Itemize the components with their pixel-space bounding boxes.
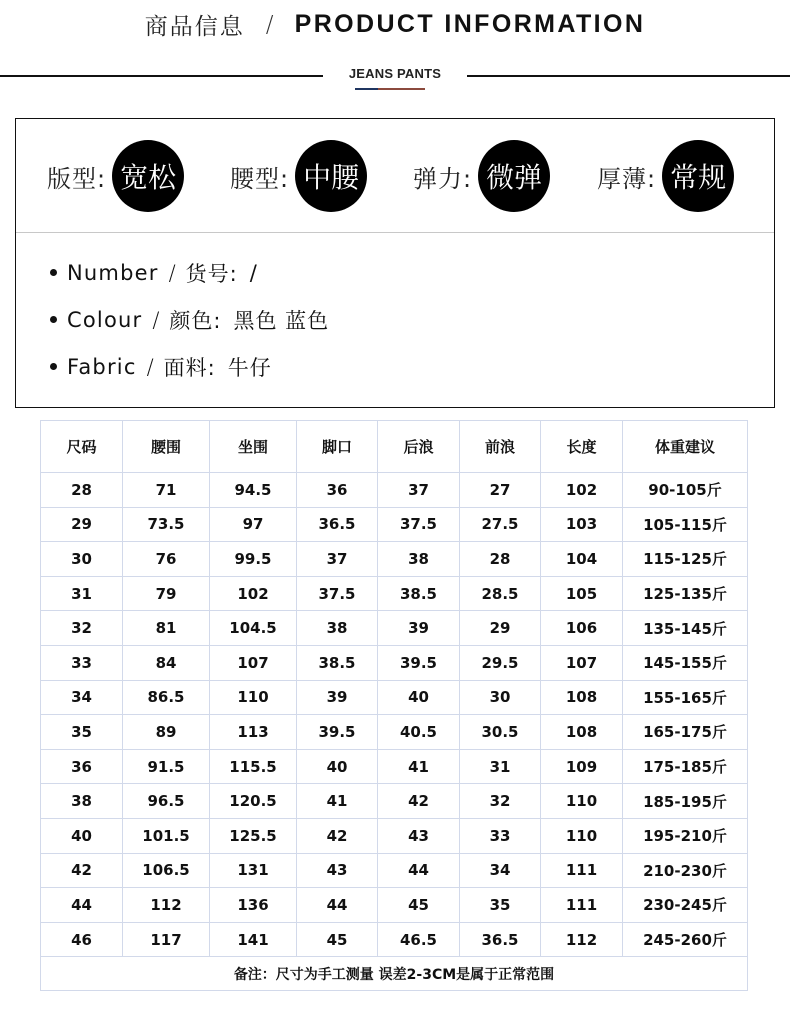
table-cell: 42 xyxy=(378,784,460,819)
table-cell: 230-245斤 xyxy=(623,888,748,923)
table-cell: 36.5 xyxy=(460,922,541,957)
table-header-row xyxy=(41,421,748,473)
table-cell: 115.5 xyxy=(210,749,297,784)
table-cell: 40 xyxy=(378,680,460,715)
table-cell: 111 xyxy=(541,853,623,888)
column-header: 坐围 xyxy=(210,421,297,473)
column-header: 尺码 xyxy=(41,421,123,473)
accent-bar-blue xyxy=(355,88,378,90)
table-cell: 106 xyxy=(541,611,623,646)
table-cell: 44 xyxy=(297,888,378,923)
table-row xyxy=(41,715,748,750)
table-note: 备注：尺寸为手工测量 误差2-3CM是属于正常范围 xyxy=(41,957,748,991)
table-cell: 39 xyxy=(297,680,378,715)
table-cell: 108 xyxy=(541,715,623,750)
table-cell: 45 xyxy=(378,888,460,923)
table-row xyxy=(41,507,748,542)
table-cell: 104.5 xyxy=(210,611,297,646)
table-cell: 104 xyxy=(541,542,623,577)
table-cell: 29 xyxy=(460,611,541,646)
table-cell: 31 xyxy=(460,749,541,784)
table-cell: 27.5 xyxy=(460,507,541,542)
table-cell: 42 xyxy=(297,818,378,853)
column-header: 体重建议 xyxy=(623,421,748,473)
table-cell: 34 xyxy=(460,853,541,888)
spec-slash: / xyxy=(152,307,160,332)
table-cell: 36 xyxy=(41,749,123,784)
column-header: 脚口 xyxy=(297,421,378,473)
table-cell: 37 xyxy=(297,542,378,577)
accent-bar xyxy=(355,88,425,90)
subtitle-row xyxy=(0,64,790,94)
table-cell: 102 xyxy=(210,576,297,611)
table-cell: 94.5 xyxy=(210,473,297,508)
table-cell: 115-125斤 xyxy=(623,542,748,577)
bullet-icon xyxy=(50,269,57,276)
table-cell: 86.5 xyxy=(123,680,210,715)
table-cell: 44 xyxy=(378,853,460,888)
table-cell: 28 xyxy=(41,473,123,508)
table-cell: 175-185斤 xyxy=(623,749,748,784)
table-cell: 125.5 xyxy=(210,818,297,853)
table-cell: 89 xyxy=(123,715,210,750)
attribute-waist xyxy=(230,140,367,212)
table-cell: 29.5 xyxy=(460,645,541,680)
bullet-icon xyxy=(50,363,57,370)
column-header: 长度 xyxy=(541,421,623,473)
table-cell: 45 xyxy=(297,922,378,957)
table-cell: 31 xyxy=(41,576,123,611)
table-cell: 71 xyxy=(123,473,210,508)
table-cell: 43 xyxy=(297,853,378,888)
spec-label-cn: 颜色: xyxy=(169,308,222,333)
table-cell: 42 xyxy=(41,853,123,888)
spec-label-en: Fabric xyxy=(67,354,137,379)
table-cell: 38 xyxy=(41,784,123,819)
table-row xyxy=(41,853,748,888)
table-cell: 33 xyxy=(41,645,123,680)
spec-value: 牛仔 xyxy=(227,355,272,380)
spec-item-fabric xyxy=(50,343,329,390)
title-chinese: 商品信息 xyxy=(144,14,245,40)
table-cell: 103 xyxy=(541,507,623,542)
attribute-label: 版型: xyxy=(47,164,107,193)
table-cell: 91.5 xyxy=(123,749,210,784)
spec-item-colour xyxy=(50,296,329,343)
table-cell: 41 xyxy=(378,749,460,784)
table-cell: 28 xyxy=(460,542,541,577)
table-cell: 29 xyxy=(41,507,123,542)
table-cell: 37.5 xyxy=(297,576,378,611)
spec-item-number xyxy=(50,249,329,296)
column-header: 后浪 xyxy=(378,421,460,473)
table-cell: 107 xyxy=(541,645,623,680)
table-cell: 76 xyxy=(123,542,210,577)
table-cell: 110 xyxy=(541,818,623,853)
attribute-row xyxy=(16,119,774,232)
spec-label-cn: 面料: xyxy=(163,355,216,380)
table-row xyxy=(41,818,748,853)
table-cell: 113 xyxy=(210,715,297,750)
subtitle: JEANS PANTS xyxy=(348,66,442,81)
table-cell: 38.5 xyxy=(378,576,460,611)
table-cell: 43 xyxy=(378,818,460,853)
title-english: PRODUCT INFORMATION xyxy=(294,10,646,38)
table-cell: 84 xyxy=(123,645,210,680)
table-cell: 136 xyxy=(210,888,297,923)
spec-slash: / xyxy=(146,354,154,379)
attribute-label: 弹力: xyxy=(413,164,473,193)
table-cell: 120.5 xyxy=(210,784,297,819)
table-note-row xyxy=(41,957,748,991)
attribute-label: 厚薄: xyxy=(597,164,657,193)
table-cell: 109 xyxy=(541,749,623,784)
attribute-value-badge: 宽松 xyxy=(112,140,184,212)
table-row xyxy=(41,784,748,819)
table-cell: 35 xyxy=(41,715,123,750)
table-cell: 125-135斤 xyxy=(623,576,748,611)
table-cell: 79 xyxy=(123,576,210,611)
spec-value: / xyxy=(249,260,258,285)
table-row xyxy=(41,680,748,715)
spec-label-en: Colour xyxy=(67,307,143,332)
table-row xyxy=(41,888,748,923)
table-cell: 36.5 xyxy=(297,507,378,542)
table-cell: 110 xyxy=(541,784,623,819)
table-cell: 107 xyxy=(210,645,297,680)
table-cell: 131 xyxy=(210,853,297,888)
table-cell: 39.5 xyxy=(378,645,460,680)
table-cell: 105-115斤 xyxy=(623,507,748,542)
table-cell: 111 xyxy=(541,888,623,923)
table-row xyxy=(41,542,748,577)
table-cell: 110 xyxy=(210,680,297,715)
table-row xyxy=(41,611,748,646)
attribute-value-badge: 中腰 xyxy=(295,140,367,212)
attribute-label: 腰型: xyxy=(230,164,290,193)
table-cell: 141 xyxy=(210,922,297,957)
size-chart-table xyxy=(40,420,748,991)
table-row xyxy=(41,473,748,508)
table-cell: 30 xyxy=(460,680,541,715)
spec-list xyxy=(50,249,329,390)
table-cell: 39 xyxy=(378,611,460,646)
table-cell: 135-145斤 xyxy=(623,611,748,646)
attribute-thickness xyxy=(597,140,734,212)
bullet-icon xyxy=(50,316,57,323)
table-cell: 40 xyxy=(41,818,123,853)
table-cell: 40 xyxy=(297,749,378,784)
table-cell: 41 xyxy=(297,784,378,819)
table-cell: 117 xyxy=(123,922,210,957)
table-row xyxy=(41,749,748,784)
table-cell: 99.5 xyxy=(210,542,297,577)
table-cell: 112 xyxy=(123,888,210,923)
spec-label-en: Number xyxy=(67,260,159,285)
table-cell: 38 xyxy=(378,542,460,577)
spec-slash: / xyxy=(168,260,176,285)
accent-bar-red xyxy=(378,88,425,90)
product-info-box xyxy=(15,118,775,408)
attribute-fit xyxy=(47,140,184,212)
title-separator: / xyxy=(265,11,274,38)
table-cell: 145-155斤 xyxy=(623,645,748,680)
spec-label-cn: 货号: xyxy=(185,261,238,286)
table-cell: 32 xyxy=(460,784,541,819)
table-cell: 37.5 xyxy=(378,507,460,542)
table-row xyxy=(41,576,748,611)
table-cell: 44 xyxy=(41,888,123,923)
table-cell: 155-165斤 xyxy=(623,680,748,715)
divider-line-right xyxy=(467,75,790,77)
table-cell: 39.5 xyxy=(297,715,378,750)
column-header: 腰围 xyxy=(123,421,210,473)
table-cell: 101.5 xyxy=(123,818,210,853)
table-cell: 185-195斤 xyxy=(623,784,748,819)
table-cell: 46.5 xyxy=(378,922,460,957)
table-cell: 73.5 xyxy=(123,507,210,542)
table-cell: 96.5 xyxy=(123,784,210,819)
table-cell: 108 xyxy=(541,680,623,715)
column-header: 前浪 xyxy=(460,421,541,473)
table-cell: 37 xyxy=(378,473,460,508)
table-cell: 32 xyxy=(41,611,123,646)
table-cell: 33 xyxy=(460,818,541,853)
table-cell: 36 xyxy=(297,473,378,508)
section-divider xyxy=(16,232,774,233)
table-cell: 245-260斤 xyxy=(623,922,748,957)
table-cell: 105 xyxy=(541,576,623,611)
table-cell: 81 xyxy=(123,611,210,646)
table-cell: 40.5 xyxy=(378,715,460,750)
attribute-value-badge: 常规 xyxy=(662,140,734,212)
spec-value: 黑色 蓝色 xyxy=(233,308,330,333)
table-cell: 102 xyxy=(541,473,623,508)
table-cell: 34 xyxy=(41,680,123,715)
divider-line-left xyxy=(0,75,323,77)
table-cell: 28.5 xyxy=(460,576,541,611)
table-cell: 38.5 xyxy=(297,645,378,680)
table-cell: 30.5 xyxy=(460,715,541,750)
page-title xyxy=(0,8,790,52)
table-cell: 97 xyxy=(210,507,297,542)
table-row xyxy=(41,645,748,680)
table-cell: 210-230斤 xyxy=(623,853,748,888)
table-cell: 112 xyxy=(541,922,623,957)
attribute-stretch xyxy=(413,140,550,212)
table-cell: 165-175斤 xyxy=(623,715,748,750)
table-cell: 195-210斤 xyxy=(623,818,748,853)
table-cell: 106.5 xyxy=(123,853,210,888)
attribute-value-badge: 微弹 xyxy=(478,140,550,212)
table-cell: 90-105斤 xyxy=(623,473,748,508)
table-cell: 35 xyxy=(460,888,541,923)
table-cell: 46 xyxy=(41,922,123,957)
table-row xyxy=(41,922,748,957)
table-cell: 38 xyxy=(297,611,378,646)
table-cell: 30 xyxy=(41,542,123,577)
table-cell: 27 xyxy=(460,473,541,508)
